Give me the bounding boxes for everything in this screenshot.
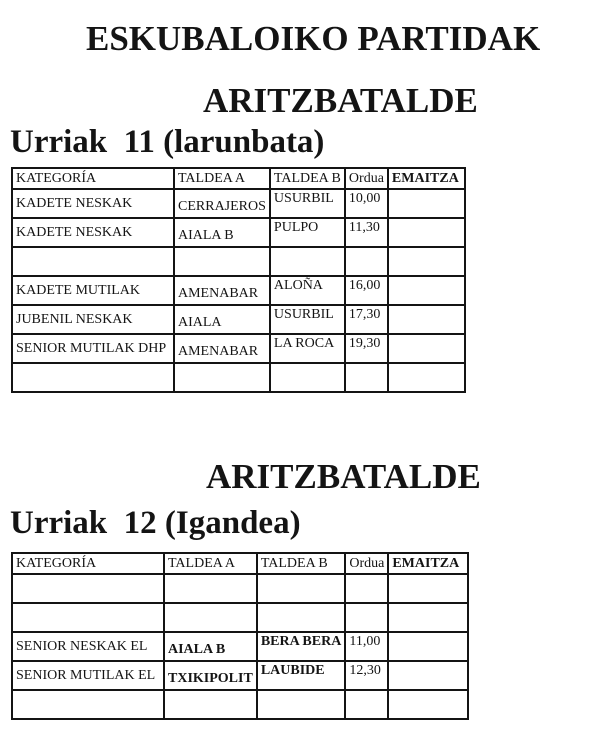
table-cell: JUBENIL NESKAK — [12, 305, 174, 334]
table-cell — [345, 690, 388, 719]
table-cell: LA ROCA — [270, 334, 345, 363]
table-cell: TXIKIPOLIT — [164, 661, 257, 690]
column-header-kategoria: KATEGORÍA — [12, 168, 174, 189]
table-cell — [345, 603, 388, 632]
table-cell — [257, 690, 346, 719]
table-row — [12, 305, 465, 334]
table-cell: 11,30 — [345, 218, 388, 247]
section2-date-heading: Urriak 12 (Igandea) — [10, 505, 301, 541]
table-cell: CERRAJEROS — [174, 189, 270, 218]
table-cell — [388, 661, 468, 690]
section2-title: ARITZBATALDE — [206, 457, 481, 496]
document-page — [0, 15, 600, 731]
column-header-kategoria: KATEGORÍA — [12, 553, 164, 574]
table-row — [12, 276, 465, 305]
table-cell — [345, 574, 388, 603]
table-cell — [388, 334, 465, 363]
section1-date-heading: Urriak 11 (larunbata) — [10, 124, 325, 160]
table-cell — [388, 218, 465, 247]
table-cell — [388, 276, 465, 305]
table-cell — [174, 247, 270, 276]
table-cell: AIALA — [174, 305, 270, 334]
table-cell — [257, 603, 346, 632]
column-header-taldea-a: TALDEA A — [164, 553, 257, 574]
table-row — [12, 661, 468, 690]
table-cell: ALOÑA — [270, 276, 345, 305]
column-header-ordua: Ordua — [345, 553, 388, 574]
column-header-emaitza: EMAITZA — [388, 168, 465, 189]
table-cell: KADETE NESKAK — [12, 189, 174, 218]
schedule-table-urriak-12 — [11, 552, 469, 720]
table-cell — [174, 363, 270, 392]
table-cell: AIALA B — [174, 218, 270, 247]
table-row — [12, 363, 465, 392]
table-row — [12, 247, 465, 276]
column-header-taldea-b: TALDEA B — [270, 168, 345, 189]
page-title-line2: ARITZBATALDE — [203, 81, 478, 120]
table-cell — [388, 690, 468, 719]
table-cell: 19,30 — [345, 334, 388, 363]
table-cell: SENIOR NESKAK EL — [12, 632, 164, 661]
table-cell: LAUBIDE — [257, 661, 346, 690]
table-cell — [12, 574, 164, 603]
table-cell — [12, 690, 164, 719]
table-cell — [257, 574, 346, 603]
table-cell — [164, 690, 257, 719]
table-cell — [388, 574, 468, 603]
table-cell: SENIOR MUTILAK EL — [12, 661, 164, 690]
table-cell — [12, 363, 174, 392]
table-row — [12, 690, 468, 719]
column-header-taldea-b: TALDEA B — [257, 553, 346, 574]
table-cell: 17,30 — [345, 305, 388, 334]
table-cell — [12, 247, 174, 276]
table-header-row — [12, 553, 468, 574]
table-cell: 16,00 — [345, 276, 388, 305]
table-cell: 11,00 — [345, 632, 388, 661]
schedule-table-urriak-11 — [11, 167, 466, 393]
table-cell: AMENABAR — [174, 276, 270, 305]
table-cell — [164, 574, 257, 603]
table-cell: 12,30 — [345, 661, 388, 690]
page-title-line1: ESKUBALOIKO PARTIDAK — [86, 19, 541, 58]
table-cell — [388, 603, 468, 632]
table-cell — [270, 363, 345, 392]
table-header-row — [12, 168, 465, 189]
table-cell: 10,00 — [345, 189, 388, 218]
table-cell: USURBIL — [270, 189, 345, 218]
table-cell — [164, 603, 257, 632]
column-header-taldea-a: TALDEA A — [174, 168, 270, 189]
table-cell: BERA BERA — [257, 632, 346, 661]
table-cell — [12, 603, 164, 632]
table-cell — [388, 189, 465, 218]
table-row — [12, 334, 465, 363]
table-cell: PULPO — [270, 218, 345, 247]
table-cell: KADETE MUTILAK — [12, 276, 174, 305]
table-cell: KADETE NESKAK — [12, 218, 174, 247]
table-row — [12, 632, 468, 661]
table-cell: SENIOR MUTILAK DHP — [12, 334, 174, 363]
table-cell: USURBIL — [270, 305, 345, 334]
table-cell — [388, 632, 468, 661]
table-row — [12, 603, 468, 632]
table-cell — [388, 305, 465, 334]
table-cell: AIALA B — [164, 632, 257, 661]
table-cell — [388, 363, 465, 392]
table-cell — [345, 247, 388, 276]
table-row — [12, 574, 468, 603]
table-cell — [388, 247, 465, 276]
table-cell — [345, 363, 388, 392]
table-row — [12, 189, 465, 218]
column-header-emaitza: EMAITZA — [388, 553, 468, 574]
table-row — [12, 218, 465, 247]
column-header-ordua: Ordua — [345, 168, 388, 189]
table-cell: AMENABAR — [174, 334, 270, 363]
table-cell — [270, 247, 345, 276]
